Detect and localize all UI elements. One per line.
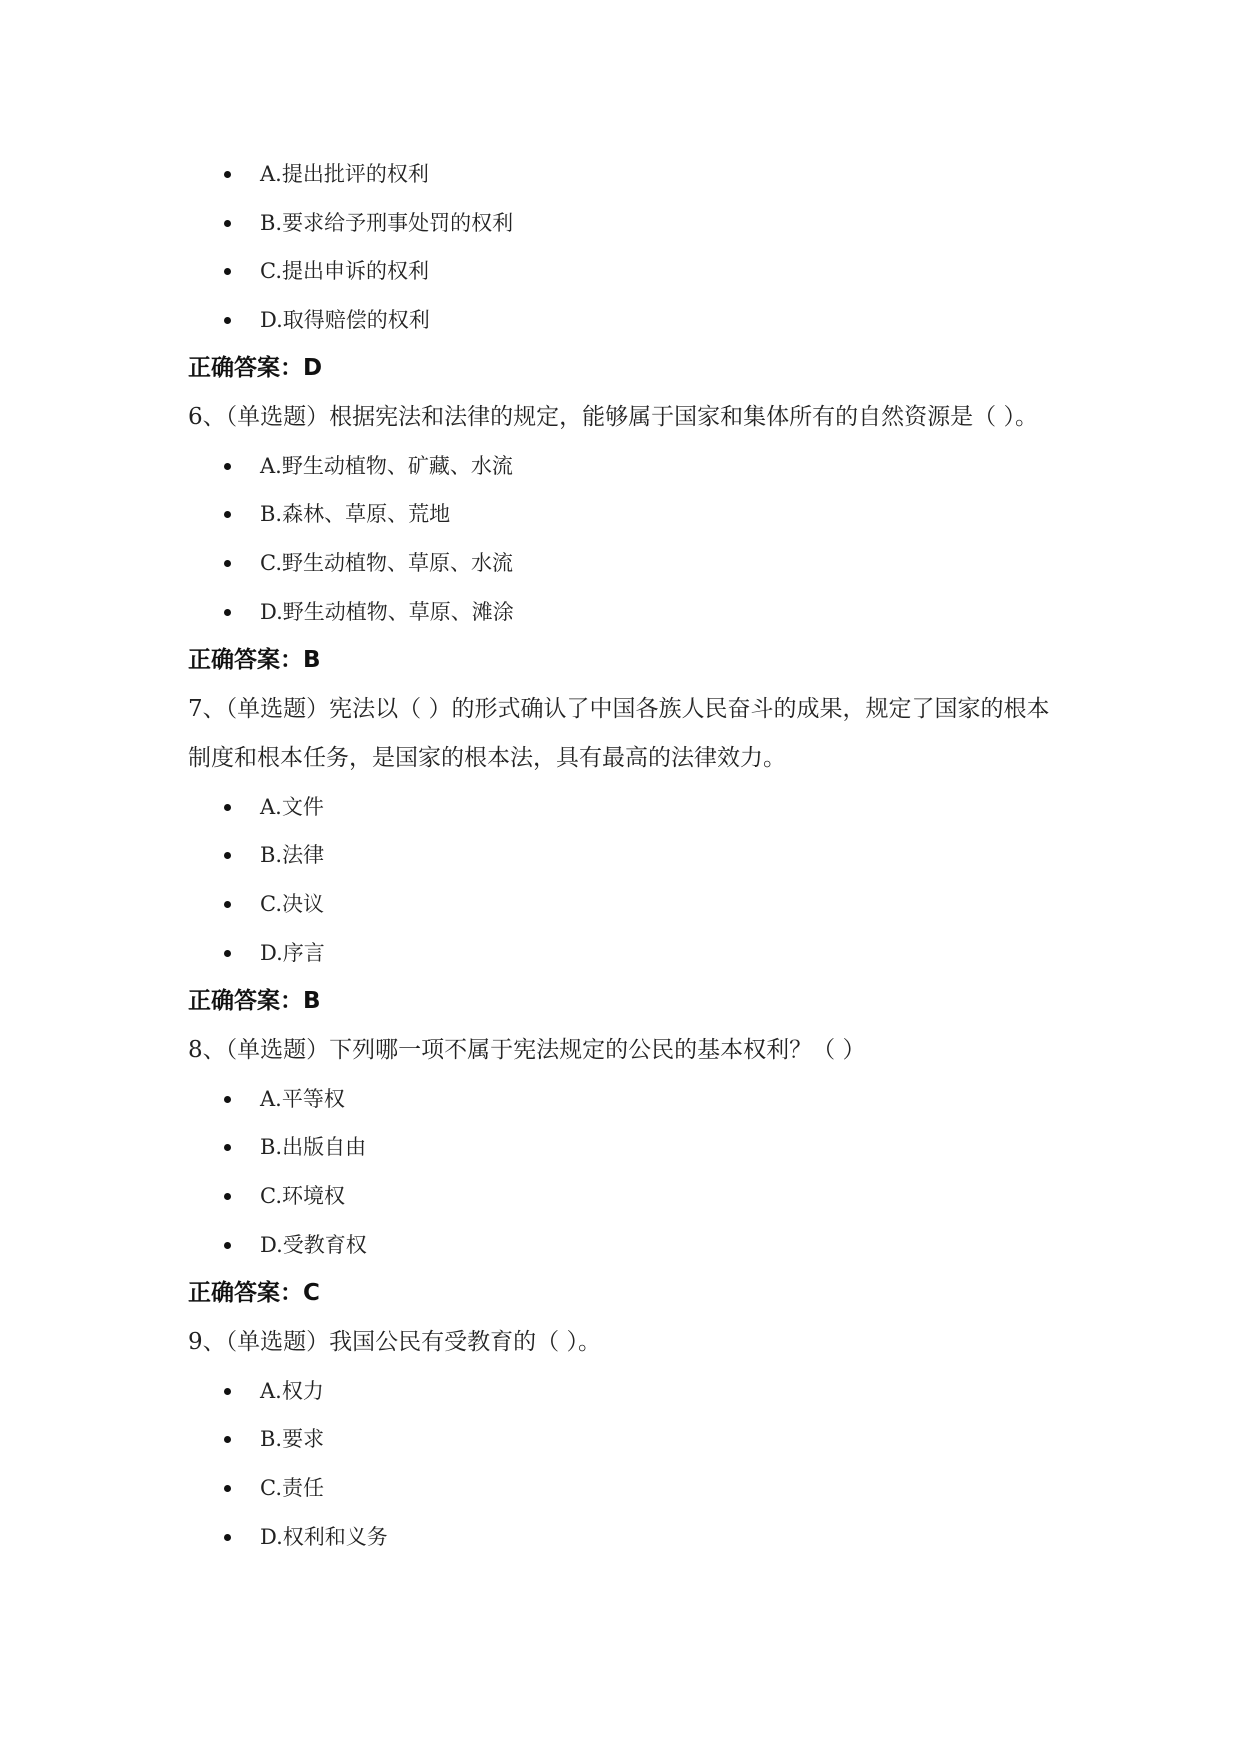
bullet-icon [224, 950, 231, 957]
bullet-icon [224, 1242, 231, 1249]
bullet-icon [224, 220, 231, 227]
question-7-text-line-1: 7、（单选题）宪法以（ ）的形式确认了中国各族人民奋斗的成果，规定了国家的根本 [188, 696, 1050, 722]
bullet-icon [224, 609, 231, 616]
option-9a: A.权力 [260, 1379, 324, 1403]
option-5a: A.提出批评的权利 [260, 162, 429, 186]
question-7-text-line-2: 制度和根本任务，是国家的根本法，具有最高的法律效力。 [188, 745, 786, 771]
answer-5: 正确答案：D [188, 355, 323, 381]
option-9b: B.要求 [260, 1427, 325, 1451]
option-8b: B.出版自由 [260, 1135, 367, 1159]
bullet-icon [224, 1388, 231, 1395]
bullet-icon [224, 1193, 231, 1200]
option-5b: B.要求给予刑事处罚的权利 [260, 211, 514, 235]
question-6-text: 6、（单选题）根据宪法和法律的规定，能够属于国家和集体所有的自然资源是（ ）。 [188, 404, 1038, 430]
bullet-icon [224, 560, 231, 567]
bullet-icon [224, 317, 231, 324]
answer-6: 正确答案：B [188, 647, 321, 673]
option-7b: B.法律 [260, 843, 325, 867]
option-5d: D.取得赔偿的权利 [260, 308, 430, 332]
bullet-icon [224, 1436, 231, 1443]
bullet-icon [224, 268, 231, 275]
option-7c: C.决议 [260, 892, 324, 916]
option-7a: A.文件 [260, 795, 324, 819]
option-9c: C.责任 [260, 1476, 324, 1500]
bullet-icon [224, 1534, 231, 1541]
option-6a: A.野生动植物、矿藏、水流 [260, 454, 513, 478]
option-7d: D.序言 [260, 941, 325, 965]
option-8c: C.环境权 [260, 1184, 345, 1208]
option-9d: D.权利和义务 [260, 1525, 388, 1549]
question-8-text: 8、（单选题）下列哪一项不属于宪法规定的公民的基本权利？（ ） [188, 1037, 866, 1063]
option-6c: C.野生动植物、草原、水流 [260, 551, 513, 575]
bullet-icon [224, 901, 231, 908]
bullet-icon [224, 1485, 231, 1492]
option-5c: C.提出申诉的权利 [260, 259, 429, 283]
bullet-icon [224, 463, 231, 470]
bullet-icon [224, 1096, 231, 1103]
answer-8: 正确答案：C [188, 1280, 320, 1306]
bullet-icon [224, 1144, 231, 1151]
option-8a: A.平等权 [260, 1087, 345, 1111]
option-8d: D.受教育权 [260, 1233, 367, 1257]
bullet-icon [224, 804, 231, 811]
question-9-text: 9、（单选题）我国公民有受教育的（ ）。 [188, 1329, 601, 1355]
bullet-icon [224, 852, 231, 859]
option-6d: D.野生动植物、草原、滩涂 [260, 600, 514, 624]
option-6b: B.森林、草原、荒地 [260, 502, 451, 526]
bullet-icon [224, 511, 231, 518]
answer-7: 正确答案：B [188, 988, 321, 1014]
bullet-icon [224, 171, 231, 178]
